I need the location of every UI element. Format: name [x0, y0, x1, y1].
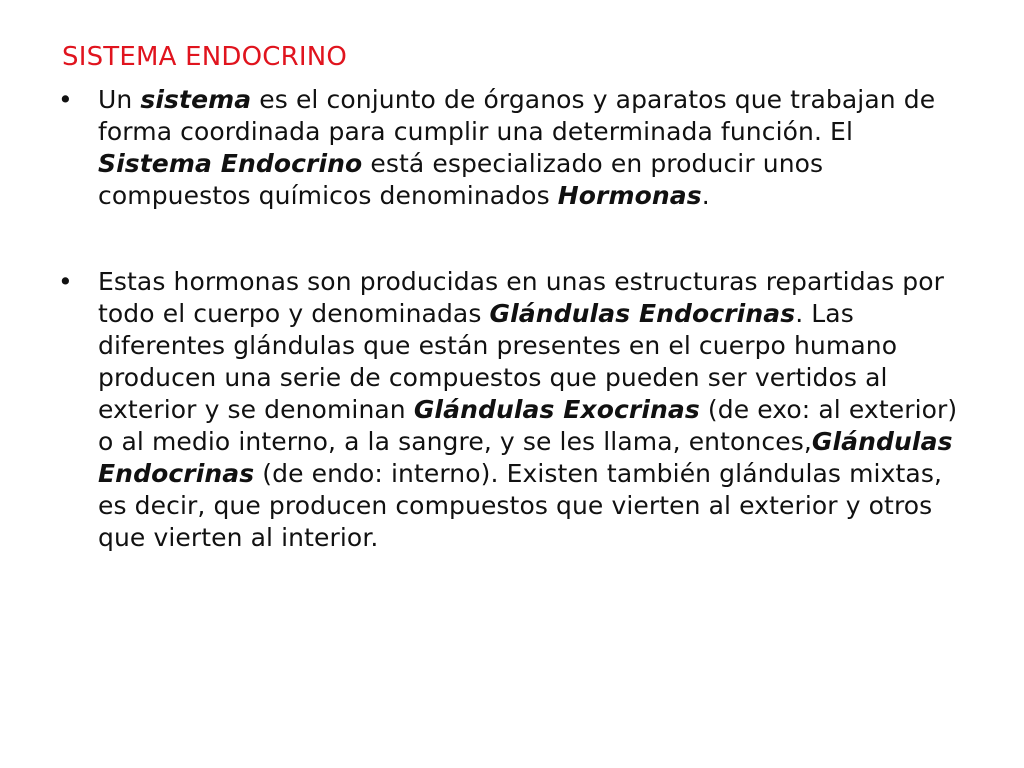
emphasis-term: Glándulas Endocrinas [489, 299, 796, 328]
text-segment: . Las diferentes glándulas que están presentes en el cuerpo humano producen una serie de compuestos que pueden ser vertidos al exterior y se denominan [98, 299, 898, 424]
text-segment: Estas hormonas son producidas en unas estructuras repartidas por todo el cuerpo y denominadas [98, 267, 945, 328]
bullet-marker: • [58, 267, 73, 296]
text-segment: (de exo: al exterior) o al medio interno, a la sangre, y se les llama, entonces, [98, 395, 958, 456]
text-segment: . [701, 181, 710, 210]
bullet-item-2 [58, 266, 958, 554]
emphasis-term: Hormonas [557, 181, 702, 210]
text-segment: Un [98, 85, 141, 114]
bullet-list [58, 84, 958, 554]
bullet-text [98, 85, 935, 210]
emphasis-term: sistema [140, 85, 252, 114]
slide-title: SISTEMA ENDOCRINO [62, 42, 348, 72]
text-segment: (de endo: interno). Existen también glándulas mixtas, es decir, que producen compuestos que vierten al exterior y otros que vierten al interior. [98, 459, 942, 552]
emphasis-term: Sistema Endocrino [98, 149, 363, 178]
emphasis-term: Glándulas Endocrinas [98, 427, 953, 488]
bullet-text [98, 267, 957, 552]
text-segment: está especializado en producir unos compuestos químicos denominados [98, 149, 824, 210]
bullet-marker: • [58, 85, 73, 114]
text-segment: es el conjunto de órganos y aparatos que trabajan de forma coordinada para cumplir una determinada función. El [98, 85, 936, 146]
bullet-item-1 [58, 84, 958, 212]
emphasis-term: Glándulas Exocrinas [413, 395, 700, 424]
